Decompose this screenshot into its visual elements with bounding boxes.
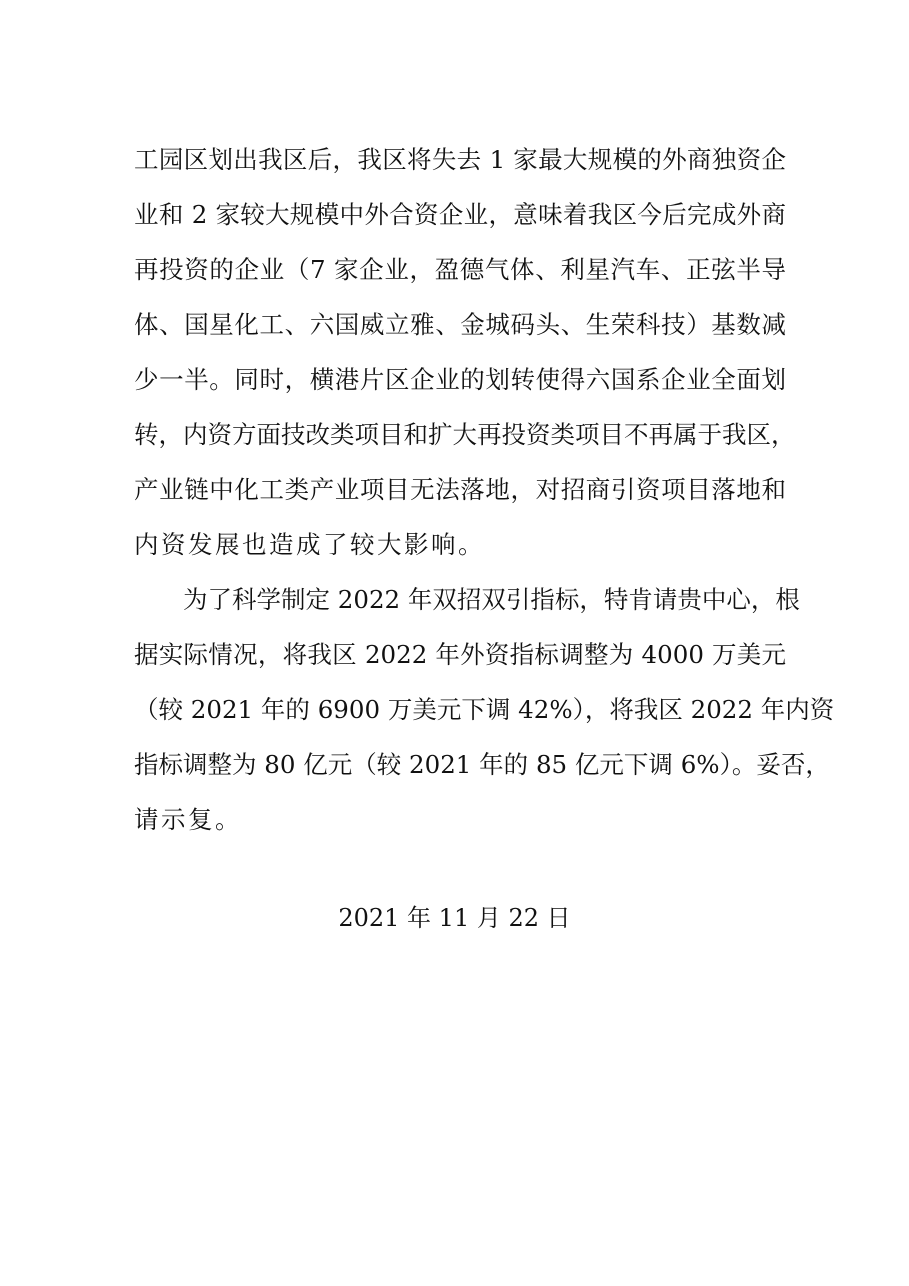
paragraph-2-line-5: 请示复。 (134, 805, 242, 834)
paragraph-1-line-5: 少一半。同时，横港片区企业的划转使得六国系企业全面划 (134, 365, 786, 394)
paragraph-1-line-2: 业和 2 家较大规模中外合资企业，意味着我区今后完成外商 (134, 200, 786, 229)
paragraph-1-line-7: 产业链中化工类产业项目无法落地，对招商引资项目落地和 (134, 475, 786, 504)
paragraph-1-line-6: 转，内资方面技改类项目和扩大再投资类项目不再属于我区， (134, 420, 796, 449)
document-body (134, 132, 835, 847)
paragraph-1-line-3: 再投资的企业（7 家企业，盈德气体、利星汽车、正弦半导 (134, 255, 786, 284)
paragraph-1-line-8: 内资发展也造成了较大影响。 (134, 530, 485, 559)
paragraph-2-line-4: 指标调整为 80 亿元（较 2021 年的 85 亿元下调 6%）。妥否， (134, 750, 830, 779)
paragraph-2-line-1: 为了科学制定 2022 年双招双引指标，特肯请贵中心，根 (134, 585, 800, 614)
paragraph-2-line-2: 据实际情况，将我区 2022 年外资指标调整为 4000 万美元 (134, 640, 786, 669)
paragraph-1-line-4: 体、国星化工、六国威立雅、金城码头、生荣科技）基数减 (134, 310, 786, 339)
paragraph-1-line-1: 工园区划出我区后，我区将失去 1 家最大规模的外商独资企 (134, 145, 786, 174)
paragraph-2-line-3: （较 2021 年的 6900 万美元下调 42%），将我区 2022 年内资 (134, 695, 835, 724)
document-date: 2021 年 11 月 22 日 (338, 904, 571, 932)
